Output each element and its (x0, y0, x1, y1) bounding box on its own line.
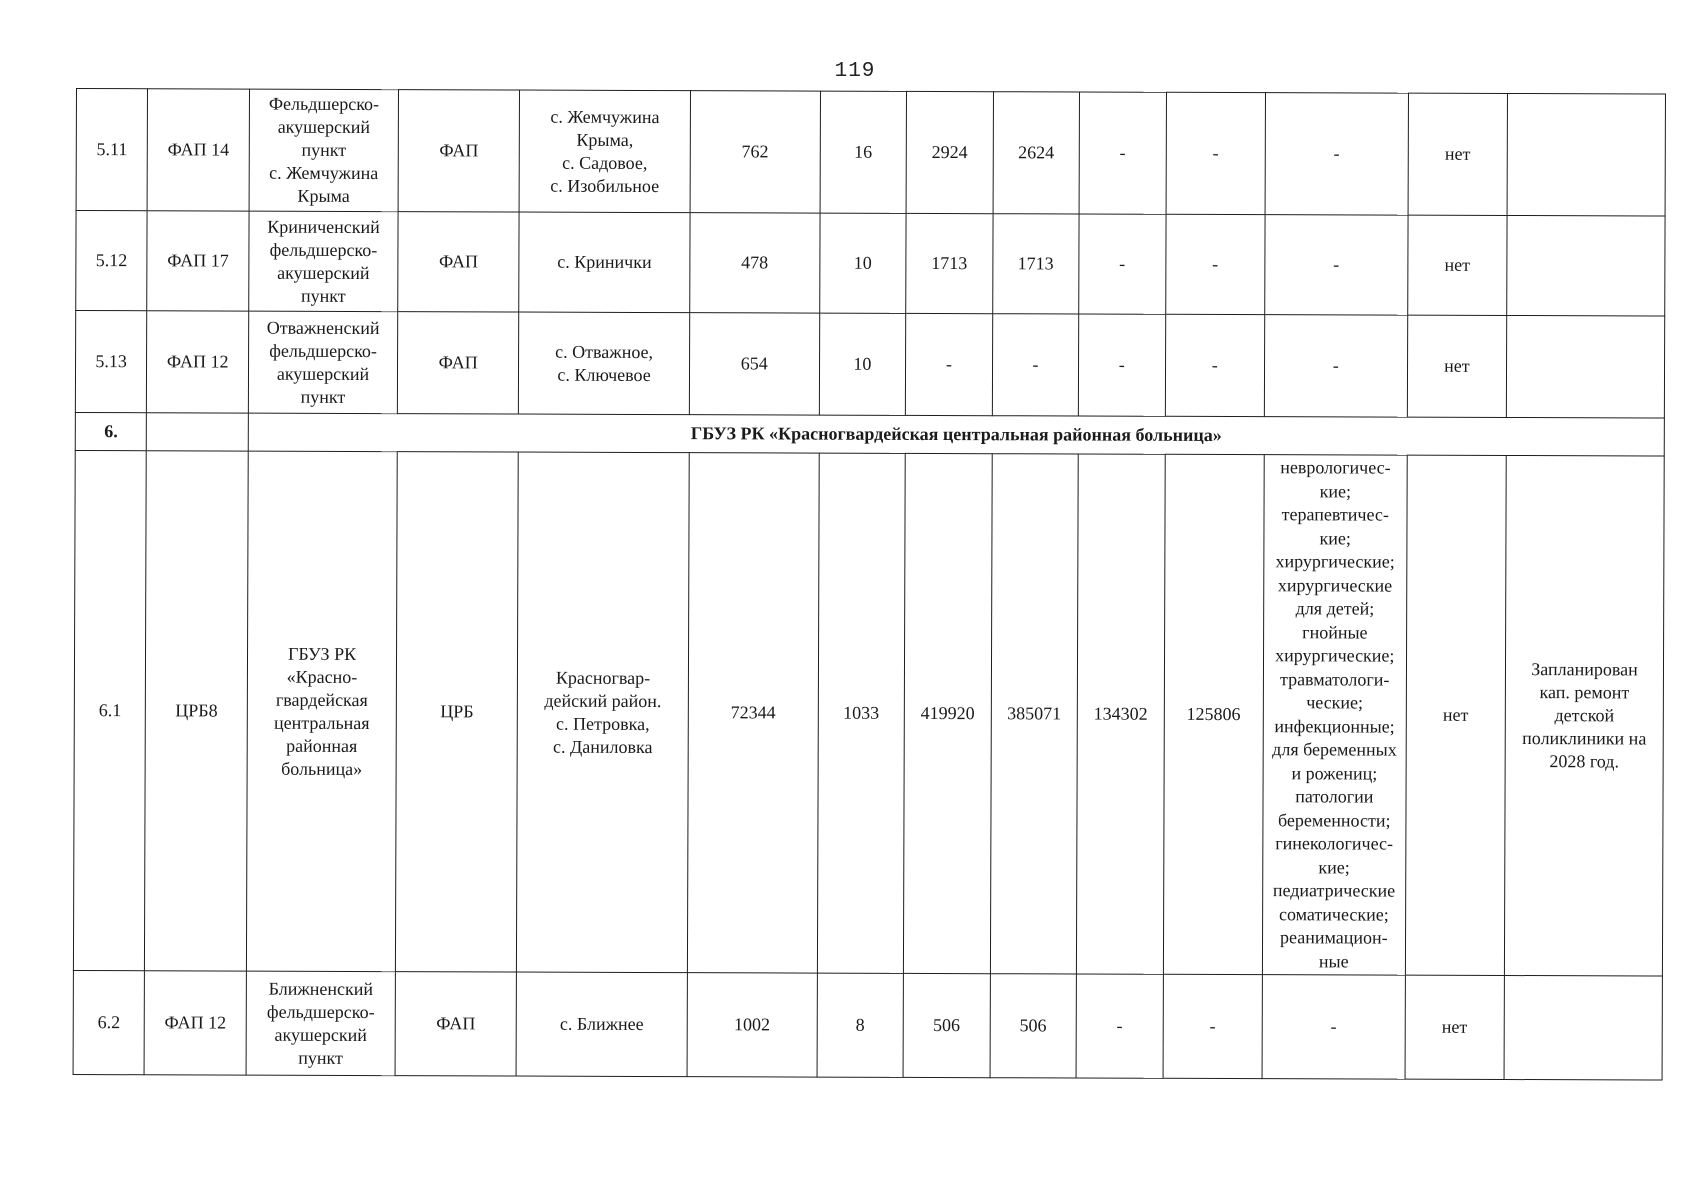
value-cell: 654 (689, 313, 819, 415)
value-cell: - (992, 314, 1079, 416)
service-area: Красногвар- дейский район. с. Петровка, с. Даниловка (517, 452, 690, 973)
note-cell (1507, 215, 1665, 316)
value-cell: 419920 (904, 453, 992, 973)
status-cell: нет (1405, 455, 1506, 975)
value-cell: 10 (819, 213, 906, 313)
facility-code: ФАП 12 (144, 971, 246, 1075)
service-area: с. Ближнее (516, 972, 687, 1077)
value-cell: 125806 (1163, 454, 1264, 974)
value-cell: 478 (690, 213, 820, 313)
facility-type: ФАП (398, 212, 519, 312)
facility-code: ЦРБ8 (145, 451, 248, 971)
value-cell: 16 (820, 91, 907, 213)
status-cell: нет (1408, 93, 1508, 215)
value-cell: 8 (817, 973, 904, 1077)
facility-code: ФАП 14 (147, 89, 249, 211)
value-cell: 2924 (906, 91, 993, 213)
value-cell: - (1163, 974, 1263, 1078)
value-cell: 762 (690, 91, 820, 213)
value-cell: 1033 (817, 453, 905, 973)
table-row (76, 89, 1665, 217)
bed-profiles: неврологичес- кие; терапевтичес- кие; хирургические; хирургические для детей; гнойные хирургические; травматологи- ческие; инфекционные; для беременных и рожениц; патологии беременности; гинекологичес- кие; педиатрические соматические; реанимацион- ные (1262, 455, 1406, 975)
bed-profiles: - (1264, 315, 1407, 417)
value-cell: 506 (990, 974, 1077, 1078)
facility-name: Ближненский фельдшерско- акушерский пункт (246, 971, 396, 1076)
section-title: ГБУЗ РК «Красногвардейская центральная районная больница» (248, 413, 1664, 456)
value-cell: 1713 (992, 214, 1079, 314)
facility-code: ФАП 17 (147, 211, 249, 311)
section-header-row (75, 412, 1664, 456)
value-cell: 2624 (993, 92, 1080, 214)
bed-profiles: - (1265, 215, 1408, 315)
service-area: с. Отважное, с. Ключевое (519, 312, 690, 415)
bed-profiles: - (1262, 975, 1405, 1079)
service-area: с. Кринички (519, 212, 690, 313)
note-cell (1504, 975, 1662, 1080)
section-number: 6. (75, 412, 146, 450)
facility-name: Фельдшерско- акушерский пункт с. Жемчужина Крыма (249, 89, 399, 212)
table-row (73, 450, 1664, 976)
value-cell: - (1078, 314, 1165, 416)
value-cell: 10 (819, 313, 906, 415)
value-cell: - (1079, 92, 1166, 214)
facility-name: ГБУЗ РК «Красно- гвардейская центральная районная больница» (246, 451, 397, 972)
status-cell: нет (1405, 975, 1505, 1079)
page-number: 119 (834, 60, 876, 83)
facility-type: ФАП (395, 972, 516, 1076)
facility-type: ФАП (398, 90, 519, 212)
value-cell: 72344 (687, 453, 819, 973)
row-number: 5.13 (75, 311, 147, 413)
facilities-table (73, 88, 1666, 1081)
row-number: 5.12 (76, 211, 148, 311)
service-area: с. Жемчужина Крыма, с. Садовое, с. Изобильное (519, 90, 690, 213)
table-row (75, 311, 1664, 419)
section-spacer (147, 413, 249, 451)
note-cell (1506, 315, 1664, 418)
status-cell: нет (1407, 215, 1507, 315)
facility-type: ЦРБ (396, 452, 519, 972)
value-cell: - (1166, 92, 1266, 214)
value-cell: - (1076, 974, 1163, 1078)
facility-name: Отважненский фельдшерско- акушерский пункт (248, 311, 398, 414)
value-cell: 1002 (687, 973, 817, 1077)
table-row (73, 970, 1662, 1080)
facility-code: ФАП 12 (147, 311, 249, 413)
value-cell: - (1165, 214, 1265, 314)
value-cell: 134302 (1076, 454, 1164, 974)
value-cell: - (1079, 214, 1166, 314)
status-cell: нет (1407, 315, 1507, 417)
note-cell (1507, 93, 1665, 216)
value-cell: 385071 (990, 454, 1078, 974)
value-cell: - (1165, 314, 1265, 416)
value-cell: 506 (903, 973, 990, 1077)
facility-type: ФАП (397, 312, 518, 414)
row-number: 6.2 (73, 970, 145, 1074)
row-number: 5.11 (76, 89, 148, 211)
value-cell: 1713 (906, 213, 993, 313)
table-row (76, 211, 1665, 317)
row-number: 6.1 (73, 450, 146, 970)
bed-profiles: - (1265, 93, 1408, 215)
note-cell: Запланирован кап. ремонт детской поликлиники на 2028 год. (1504, 455, 1664, 976)
value-cell: - (905, 313, 992, 415)
facility-name: Криниченский фельдшерско- акушерский пункт (249, 211, 399, 312)
